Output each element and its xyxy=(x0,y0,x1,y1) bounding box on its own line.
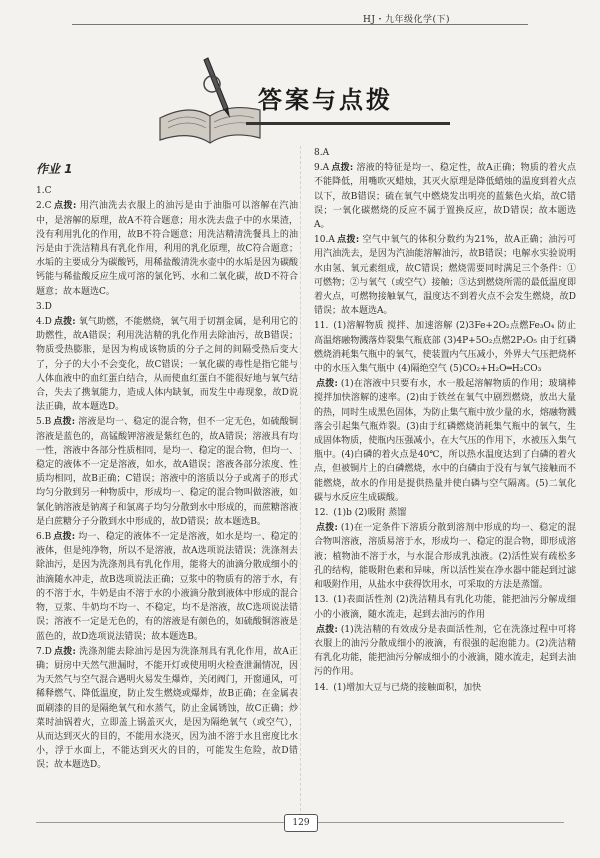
answer-entry xyxy=(314,377,576,505)
banner-title: 答案与点拨 xyxy=(258,86,393,114)
answer-text: 溶液是均一、稳定的混合物，但不一定无色，如硫酸铜溶液是蓝色的，高锰酸钾溶液是紫红色的，故A错误；溶液具有均一性，溶液中各部分性质相同，是均一、稳定的混合物，但均一、稳定的液体不一定是溶液，如水，故A错误；溶液各部分浓度、性质均相同，故B正确；C错误；溶液中的溶质以分子或离子的形式均匀分散到另一种物质中，形成均一、稳定的混合物叫做溶液，如氯化钠溶液是钠离子和氯离子均匀分散到水中形成的，而蔗糖溶液是白蔗糖分子分散到水中形成的，故D错误；故本题选B。 xyxy=(36,417,298,527)
answer-entry xyxy=(314,233,576,318)
answer-entry xyxy=(36,199,298,298)
left-column xyxy=(36,162,298,774)
answer-entry xyxy=(314,506,576,520)
answer-number: 2.C xyxy=(36,201,52,212)
answer-text: 氧气助燃，不能燃烧，氧气用于切割金属，是利用它的助燃性，故A错误；利用洗洁精的乳化作用去除油污，故B错误；物质受热膨胀，是因为构成该物质的分子之间的间隔受热后变大了，分子的大小不会变化，故C错误；一氧化碳的毒性是指它能与人体血液中的血红蛋白结合，从而使血红蛋白不能很好地与氧气结合，失去了携氧能力，造成人体内缺氧，而发生中毒现象，故D说法正确，故本题选D。 xyxy=(36,317,298,413)
answer-entry xyxy=(314,146,576,160)
answer-text: (1)在溶液中只要有水，水一般起溶解物质的作用；玻璃棒搅拌加快溶解的速率。(2)由于铁丝在氧气中剧烈燃烧，放出大量的热，同时生成黑色固体，为防止集气瓶中放少量的水，熔融物溅落会引起集气瓶炸裂。(3)由于红磷燃烧消耗集气瓶中的氧气，生成固体物质，使瓶内压强减小，在大气压的作用下，水被压入集气瓶中。(4)白磷的着火点是40℃，所以热水温度达到了白磷的着火点，但被铜片上的白磷燃烧，水中的白磷由于没有与氧气接触而不能燃烧，故水的作用是提供热量并使白磷与空气隔离。(5)二氧化碳与水反应生成碳酸。 xyxy=(314,379,576,503)
book-pen-icon xyxy=(150,48,270,148)
answer-number: 11. xyxy=(314,321,329,332)
hint-label: 点拨: xyxy=(53,646,76,657)
answer-text: 均一、稳定的液体不一定是溶液，如水是均一、稳定的液体，但是纯净物，所以不是溶液，故A选项说法错误；洗涤剂去除油污，是因为洗涤剂具有乳化作用，能将大的油滴分散成细小的油滴随水冲走，故B选项说法正确；豆浆中的物质有的溶于水，有的不溶于水，牛奶是由不溶于水的小液滴分散到液体中形成的混合物，豆浆、牛奶均不均一、不稳定，均不是溶液，故C选项说法错误；溶液不一定是无色的，有的溶液是有颜色的，如硫酸铜溶液是蓝色的，故D选项说法错误；故本题选B。 xyxy=(36,532,298,642)
answer-text: (1)表面活性剂 (2)洗洁精具有乳化功能，能把油污分解成细小的小液滴，随水流走，起到去油污的作用 xyxy=(314,595,576,620)
answer-number: 12. xyxy=(314,508,329,519)
answer-number: 3.D xyxy=(36,301,52,312)
right-answer-list xyxy=(314,146,576,695)
left-answer-list xyxy=(36,184,298,772)
answer-number: 9.A xyxy=(314,163,330,174)
answer-text: 空气中氧气的体积分数约为21%，故A正确；油污可用汽油洗去，是因为汽油能溶解油污，故B错误；电解水实验说明水由氢、氧元素组成，故C错误；燃烧需要同时满足三个条件：①可燃物；②与氧气（或空气）接触；③达到燃烧所需的最低温度即着火点，可燃物接触氧气，温度达不到着火点不会发生燃烧，故D错误；故本题选A。 xyxy=(314,235,576,317)
answer-entry xyxy=(36,645,298,773)
answer-number: 8.A xyxy=(314,148,330,158)
answer-entry xyxy=(36,415,298,529)
answer-banner xyxy=(150,48,450,158)
answer-text: (1)溶解物质 搅拌、加速溶解 (2)3Fe+2O₂点燃Fe₃O₄ 防止高温熔融物溅落炸裂集气瓶底部 (3)4P+5O₂点燃2P₂O₅ 由于红磷燃烧消耗集气瓶中的氧气，使装置内气压减小，外界大气压把烧杯中的水压入集气瓶中 (4)隔绝空气 (5)CO₂+H₂O═H₂CO₃ xyxy=(314,321,576,375)
answer-number: 14. xyxy=(314,682,329,693)
answer-text: 洗涤剂能去除油污是因为洗涤剂具有乳化作用，故A正确；厨房中天然气泄漏时，不能开灯或使用明火检查泄漏情况，因为天然气与空气混合遇明火易发生爆炸，关闭阀门，开窗通风，可稀释燃气、降低温度，防止发生燃烧或爆炸，故B正确；在金属表面刷漆的目的是隔绝氧气和水蒸气，防止金属锈蚀，故C正确；炒菜时油锅着火，立即盖上锅盖灭火，是因为隔绝氧气（或空气），从而达到灭火的目的，不能用水浇灭，因为油不溶于水且密度比水小，浮于水面上，不能达到灭火的目的，可能发生危险，故D错误；故本题选D。 xyxy=(36,646,298,771)
answer-entry xyxy=(36,184,298,198)
answer-entry xyxy=(314,593,576,621)
hint-label: 点拨: xyxy=(53,417,76,428)
answer-entry xyxy=(36,530,298,644)
header-rule xyxy=(72,24,528,25)
hint-label: 点拨: xyxy=(316,379,338,390)
answer-number: 5.B xyxy=(36,417,52,428)
header-text: HJ・九年级化学(下) xyxy=(363,15,450,25)
hint-label: 点拨: xyxy=(331,163,354,174)
hint-label: 点拨: xyxy=(336,235,360,246)
answer-entry xyxy=(314,521,576,592)
answer-text: 用汽油洗去衣服上的油污是由于油脂可以溶解在汽油中，是溶解的原理，故A不符合题意；用水洗去盘子中的水果渣，没有利用乳化的作用，故B不符合题意；用洗洁精清洗餐具上的油污是由于洗洁精具有乳化作用，利用的乳化原理，故C符合题意；水垢的主要成分为碳酸钙，用稀盐酸清洗水壶中的水垢是因为碳酸钙能与稀盐酸反应生成可溶的氯化钙、水和二氧化碳，故D不符合题意；故本题选C。 xyxy=(36,201,298,297)
answer-entry xyxy=(314,623,576,680)
answer-entry xyxy=(36,300,298,314)
hint-label: 点拨: xyxy=(53,201,77,212)
answer-number: 10.A xyxy=(314,235,335,246)
section-title: 作业 1 xyxy=(36,162,73,176)
answer-entry xyxy=(36,315,298,414)
answer-number: 6.B xyxy=(36,532,52,543)
answer-text: (1)在一定条件下溶质分散到溶剂中形成的均一、稳定的混合物叫溶液，溶质易溶于水，形成均一、稳定的混合物，即形成溶液；植物油不溶于水，与水混合形成乳浊液。(2)活性炭有疏松多孔的结构，能吸附色素和异味，所以活性炭在净水器中能起到过滤和吸附作用，从盐水中获得饮用水，可采取的方法是蒸馏。 xyxy=(314,523,576,591)
answer-number: 4.D xyxy=(36,317,52,328)
page-header xyxy=(0,0,600,32)
answer-text: (1)洗洁精的有效成分是表面活性剂，它在洗涤过程中可将衣服上的油污分散成细小的液滴，有很强的起泡能力。(2)洗洁精有乳化功能，能把油污分解成细小的小液滴，随水流走，起到去油污的作用。 xyxy=(314,624,576,678)
answer-number: 13. xyxy=(314,595,329,606)
column-divider xyxy=(300,146,301,816)
answer-text: (1)增加大豆与已烧的接触面积，加快 xyxy=(333,682,482,693)
answer-text: (1)b (2)吸附 蒸馏 xyxy=(333,508,407,519)
banner-rule xyxy=(246,122,450,125)
page-number: 129 xyxy=(284,814,318,832)
hint-label: 点拨: xyxy=(316,523,338,534)
answer-entry xyxy=(314,161,576,232)
answer-number: 1.C xyxy=(36,186,52,197)
hint-label: 点拨: xyxy=(53,317,76,328)
answer-entry xyxy=(314,319,576,376)
hint-label: 点拨: xyxy=(53,532,76,543)
answer-text: 溶液的特征是均一、稳定性，故A正确；物质的着火点不能降低，用嘴吹灭蜡烛，其灭火原理是降低蜡烛的温度到着火点以下，故B错误；硫在氧气中燃烧发出明亮的蓝紫色火焰，故C错误；一氧化碳燃烧的反应不属于置换反应，故D错误；故本题选A。 xyxy=(314,163,576,231)
answer-number: 7.D xyxy=(36,646,52,657)
right-column xyxy=(314,146,576,696)
hint-label: 点拨: xyxy=(316,624,338,635)
answer-entry xyxy=(314,681,576,695)
